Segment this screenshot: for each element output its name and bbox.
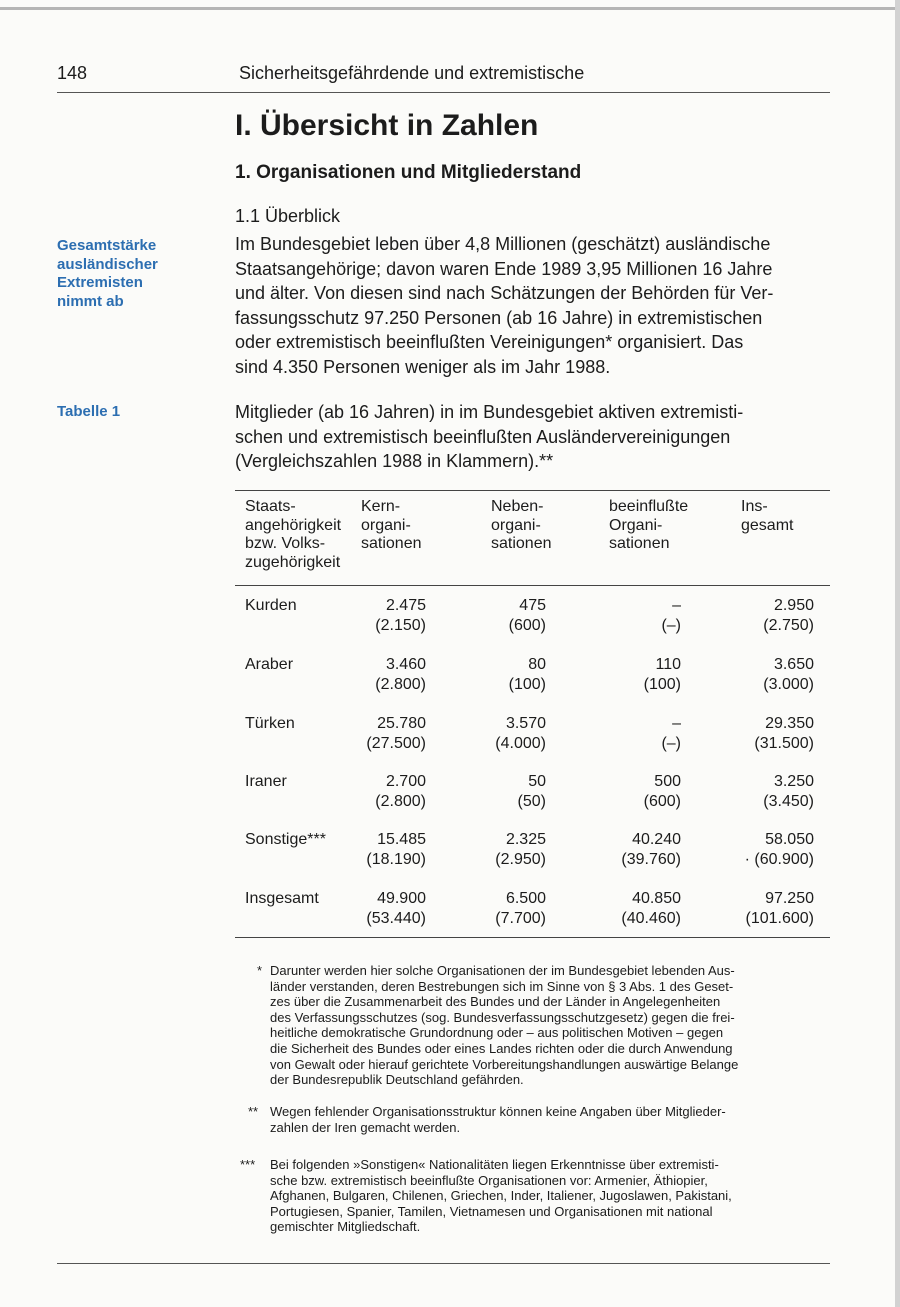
cell-gesamt [710, 889, 814, 929]
footnote-line: die Sicherheit des Bundes oder eines Landes richten oder die durch Anwendung [270, 1040, 733, 1056]
header-rule [57, 92, 830, 93]
intro-paragraph [235, 232, 829, 379]
row-label-iraner: Iraner [245, 773, 287, 790]
header-line: sationen [491, 535, 552, 552]
value-1988: (4.000) [495, 735, 546, 752]
value: 110 [655, 656, 681, 673]
cell-gesamt [710, 596, 814, 636]
value: 15.485 [377, 831, 426, 848]
value: 2.700 [385, 773, 426, 790]
footnote-marker: *** [240, 1157, 256, 1172]
running-head: Sicherheitsgefährdende und extremistische [239, 63, 585, 83]
value: 25.780 [377, 715, 426, 732]
value-1988: (100) [643, 676, 681, 693]
row-label-insgesamt: Insgesamt [245, 890, 319, 907]
section-heading: I. Übersicht in Zahlen [235, 109, 539, 142]
header-line: beeinflußte [609, 498, 689, 515]
value-1988: · (60.900) [744, 851, 814, 868]
cell-gesamt [710, 772, 814, 812]
footnote-line: Afghanen, Bulgaren, Chilenen, Griechen, Inder, Italiener, Jugoslawen, Pakistani, [270, 1188, 732, 1204]
footnote-line: länder verstanden, deren Bestrebungen sich im Sinne von § 3 Abs. 1 des Geset- [270, 978, 734, 994]
footnote-line: zes über die Zusammenarbeit des Bundes und der Länder in Angelegenheiten [270, 994, 721, 1010]
value-1988: (100) [508, 676, 546, 693]
footnote-line: Bei folgenden »Sonstigen« Nationalitäten liegen Erkenntnisse über extremisti- [270, 1157, 719, 1172]
col-header-neben [491, 498, 552, 554]
value: 40.850 [632, 890, 681, 907]
value: 2.325 [505, 831, 546, 848]
row-label-tuerken: Türken [245, 715, 295, 732]
value: 3.570 [505, 715, 546, 732]
header-line: Organi- [609, 516, 663, 534]
footnote-line: Portugiesen, Spanier, Tamilen, Vietnamesen und Organisationen mit national [270, 1203, 713, 1219]
value-1988: (50) [517, 793, 546, 810]
value: 29.350 [765, 715, 814, 732]
value: 40.240 [632, 831, 681, 848]
value: 3.650 [773, 656, 814, 673]
value: 58.050 [765, 831, 814, 848]
value-1988: (27.500) [366, 735, 426, 752]
footnote-line: Wegen fehlender Organisationsstruktur können keine Angaben über Mitglieder- [270, 1104, 726, 1119]
text-line: fassungsschutz 97.250 Personen (ab 16 Jahre) in extremistischen [235, 307, 763, 328]
cell-beeinflusst [585, 655, 681, 695]
value-1988: (7.700) [495, 910, 546, 927]
cell-kern [330, 655, 426, 695]
text-line: Staatsangehörige; davon waren Ende 1989 3,95 Millionen 16 Jahre [235, 258, 773, 279]
footnote-line: heitliche demokratische Grundordnung oder – aus politischen Motiven – gegen [270, 1025, 724, 1041]
cell-kern [330, 889, 426, 929]
margin-note-line: Gesamtstärke [57, 237, 157, 254]
header-line: bzw. Volks- [245, 535, 326, 552]
value-1988: (–) [661, 617, 681, 634]
text-line: Im Bundesgebiet leben über 4,8 Millionen (geschätzt) ausländische [235, 234, 771, 254]
cell-gesamt [710, 714, 814, 754]
cell-beeinflusst [585, 714, 681, 754]
subsubsection-heading: 1.1 Überblick [235, 206, 341, 226]
table-top-rule [235, 490, 830, 491]
header-line: zugehörigkeit [245, 553, 341, 571]
value: 97.250 [765, 890, 814, 907]
footnote-3 [270, 1157, 732, 1235]
value-1988: (2.950) [495, 851, 546, 868]
margin-note-line: ausländischer [57, 255, 158, 273]
cell-kern [330, 830, 426, 870]
header-line: gesamt [741, 516, 794, 534]
value-1988: (3.000) [763, 676, 814, 693]
footnote-line: sche bzw. extremistisch beeinflußte Organisationen vor: Armenier, Äthiopier, [270, 1172, 708, 1188]
text-line: (Vergleichszahlen 1988 in Klammern).** [235, 451, 554, 471]
cell-neben [450, 596, 546, 636]
col-header-gesamt [741, 498, 793, 535]
value-1988: (2.800) [375, 793, 426, 810]
value-1988: (–) [661, 735, 681, 752]
value-1988: (40.460) [621, 910, 681, 927]
header-line: Ins- [741, 498, 768, 515]
value-1988: (2.150) [375, 617, 426, 634]
table-header-rule [235, 585, 830, 586]
cell-neben [450, 772, 546, 812]
bottom-rule [57, 1263, 830, 1264]
header-line: angehörigkeit [245, 516, 342, 534]
footnote-line: zahlen der Iren gemacht werden. [270, 1119, 461, 1135]
col-header-kern [361, 498, 422, 554]
value-1988: (18.190) [366, 851, 426, 868]
cell-beeinflusst [585, 830, 681, 870]
footnote-1 [270, 963, 738, 1088]
cell-gesamt [710, 830, 814, 870]
col-header-staatsangehoerigkeit [245, 498, 341, 572]
footnote-line: des Verfassungsschutzes (sog. Bundesverfassungsschutzgesetz) gegen die frei- [270, 1009, 735, 1025]
value-1988: (101.600) [745, 910, 814, 927]
footnote-line: Darunter werden hier solche Organisationen der im Bundesgebiet lebenden Aus- [270, 963, 735, 978]
header-line: organi- [361, 516, 411, 534]
value: 500 [654, 773, 681, 790]
value-1988: (3.450) [763, 793, 814, 810]
value-1988: (600) [508, 617, 546, 634]
value: 3.460 [385, 656, 426, 673]
cell-neben [450, 830, 546, 870]
cell-neben [450, 714, 546, 754]
cell-kern [330, 772, 426, 812]
value: 3.250 [773, 773, 814, 790]
value-1988: (53.440) [366, 910, 426, 927]
cell-beeinflusst [585, 889, 681, 929]
header-line: sationen [609, 535, 670, 552]
cell-kern [330, 714, 426, 754]
footnote-line: gemischter Mitgliedschaft. [270, 1219, 421, 1235]
header-line: Neben- [491, 498, 544, 515]
subsection-heading: 1. Organisationen und Mitgliederstand [235, 162, 582, 183]
value: 80 [528, 656, 546, 673]
value: 2.475 [385, 597, 426, 614]
row-label-sonstige: Sonstige*** [245, 831, 326, 848]
table-caption-paragraph [235, 400, 829, 474]
text-line: Mitglieder (ab 16 Jahren) in im Bundesgebiet aktiven extremisti- [235, 402, 744, 422]
page-edge-shadow [895, 0, 900, 1307]
footnote-line: der Bundesrepublik Deutschland gefährden. [270, 1072, 524, 1088]
footnote-marker: ** [248, 1104, 259, 1119]
header-line: Kern- [361, 498, 401, 515]
value-1988: (39.760) [621, 851, 681, 868]
value: – [672, 715, 681, 732]
value: 475 [519, 597, 546, 614]
cell-kern [330, 596, 426, 636]
header-line: organi- [491, 516, 541, 534]
value-1988: (600) [643, 793, 681, 810]
text-line: sind 4.350 Personen weniger als im Jahr 1988. [235, 356, 611, 377]
footnote-line: von Gewalt oder hierauf gerichtete Vorbereitungshandlungen auswärtige Belange [270, 1056, 739, 1072]
row-label-kurden: Kurden [245, 597, 297, 614]
col-header-beeinflusst [609, 498, 688, 554]
header-line: Staats- [245, 498, 296, 515]
top-edge-rule [0, 7, 900, 10]
header-line: sationen [361, 535, 422, 552]
margin-note-gesamtstaerke [57, 237, 158, 311]
value: 2.950 [773, 597, 814, 614]
value: 49.900 [377, 890, 426, 907]
row-label-araber: Araber [245, 656, 294, 673]
page-number: 148 [57, 63, 88, 83]
text-line: und älter. Von diesen sind nach Schätzungen der Behörden für Ver- [235, 283, 774, 303]
value-1988: (2.750) [763, 617, 814, 634]
value: – [672, 597, 681, 614]
value: 50 [528, 773, 546, 790]
cell-beeinflusst [585, 772, 681, 812]
text-line: oder extremistisch beeinflußten Vereinigungen* organisiert. Das [235, 332, 744, 352]
text-line: schen und extremistisch beeinflußten Ausländervereinigungen [235, 426, 731, 447]
value-1988: (31.500) [754, 735, 814, 752]
margin-note-line: nimmt ab [57, 292, 124, 310]
footnote-marker: * [257, 963, 263, 978]
margin-note-line: Extremisten [57, 274, 143, 291]
cell-neben [450, 655, 546, 695]
cell-beeinflusst [585, 596, 681, 636]
cell-gesamt [710, 655, 814, 695]
value-1988: (2.800) [375, 676, 426, 693]
cell-neben [450, 889, 546, 929]
table-bottom-rule [235, 937, 830, 938]
footnote-2 [270, 1104, 726, 1135]
margin-note-tabelle: Tabelle 1 [57, 403, 121, 420]
value: 6.500 [505, 890, 546, 907]
